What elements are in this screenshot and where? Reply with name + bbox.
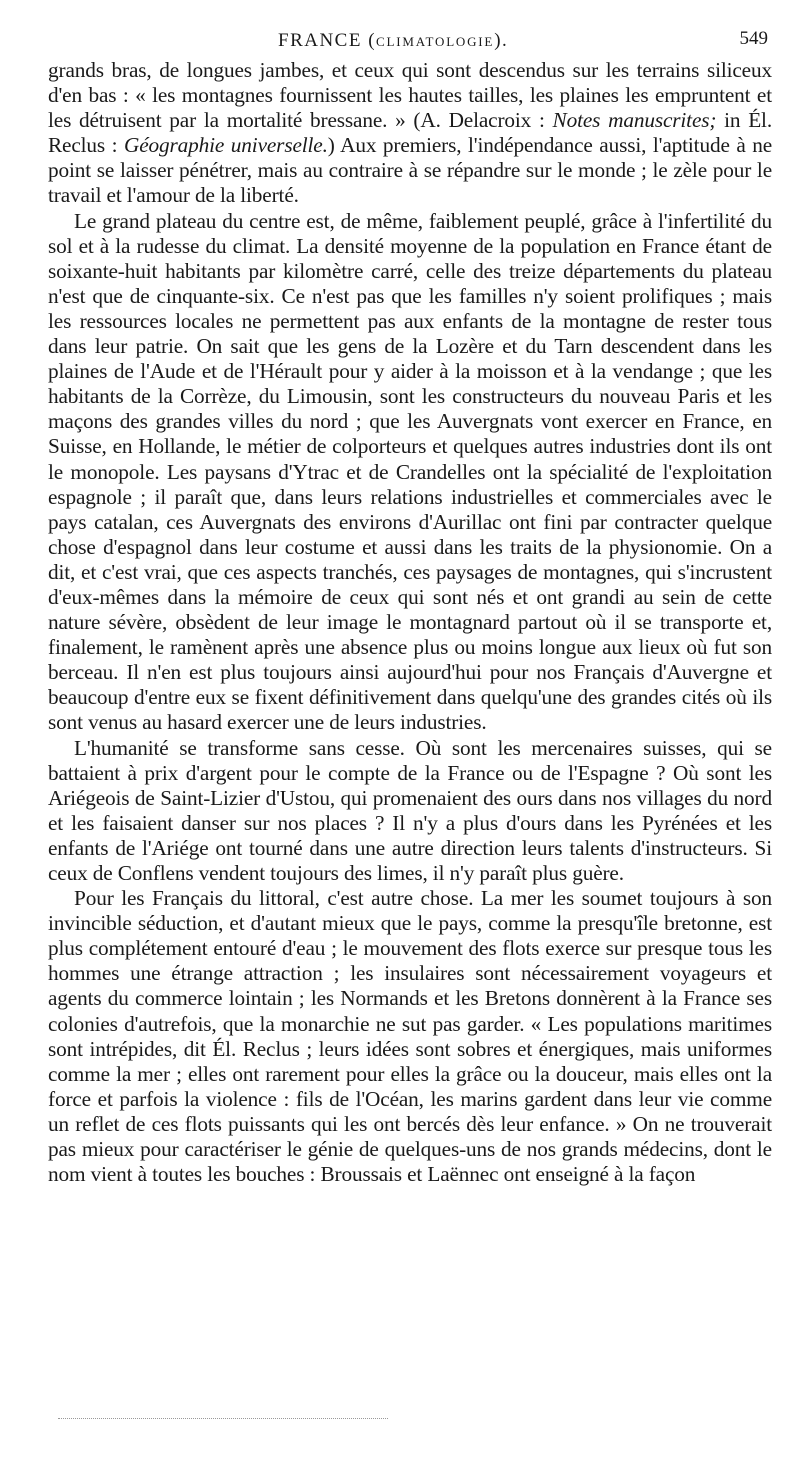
paragraph-1 — [48, 58, 772, 209]
footer-rule — [58, 1418, 388, 1419]
paragraph-1-text-c: ) Aux premiers, l'indépendance aussi, l'aptitude à ne point se laisser pénétrer, mais au contraire à se répandre sur le monde ; le zèle pour le travail et l'amour de la liberté. — [48, 133, 773, 208]
paragraph-3: L'humanité se transforme sans cesse. Où sont les mercenaires suisses, qui se battaient à prix d'argent pour le compte de la France ou de l'Espagne ? Où sont les Ariégeois de Saint-Lizier d'Ustou, qui promenaient des ours dans nos villages du nord et les faisaient danser sur nos places ? Il n'y a plus d'ours dans les Pyrénées et les enfants de l'Ariége ont tourné dans une autre direction leurs talents d'instructeurs. Si ceux de Conflens vendent toujours des limes, il n'y paraît plus guère. — [48, 735, 772, 885]
running-head — [48, 22, 772, 58]
running-title-end: ). — [494, 30, 509, 51]
paragraph-2: Le grand plateau du centre est, de même, faiblement peuplé, grâce à l'infertilité du sol et à la rudesse du climat. La densité moyenne de la population en France étant de soixante-huit habitants par kilomètre carré, celle des treize départements du plateau n'est que de cinquante-six. Ce n'est pas que les familles n'y soient prolifiques ; mais les ressources locales ne permettent pas aux enfants de la montagne de rester tous dans leur patrie. On sait que les gens de la Lozère et du Tarn descendent dans les plaines de l'Aude et de l'Hérault pour y aider à la moisson et à la vendange ; que les habitants de la Corrèze, du Limousin, sont les constructeurs du nouveau Paris et les maçons des grandes villes du nord ; que les Auvergnats vont exercer en France, en Suisse, en Hollande, le métier de colporteurs et quelques autres industries dont ils ont le monopole. Les paysans d'Ytrac et de Crandelles ont la spécialité de l'exploitation espagnole ; il paraît que, dans leurs relations industrielles et commerciales avec le pays catalan, ces Auvergnats des environs d'Aurillac ont fini par contracter quelque chose d'espagnol dans leur costume et aussi dans les traits de la physionomie. On a dit, et c'est vrai, que ces aspects tranchés, ces paysages de montagnes, qui s'incrustent d'eux-mêmes dans la mémoire de ceux qui sont nés et ont grandi au sein de cette nature sévère, obsèdent de leur image le montagnard partout où il se transporte et, finalement, le ramènent après une absence plus ou moins longue aux lieux où fut son berceau. Il n'en est plus toujours ainsi aujourd'hui pour nos Français d'Auvergne et beaucoup d'entre eux se fixent définitivement dans quelqu'une des grandes cités où ils sont venus au hasard exercer une de leurs industries. — [48, 208, 772, 735]
document-page — [48, 22, 772, 1187]
paragraph-4: Pour les Français du littoral, c'est autre chose. La mer les soumet toujours à son invincible séduction, et d'autant mieux que le pays, comme la presqu'île bretonne, est plus complétement entouré d'eau ; le mouvement des flots exerce sur presque tous les hommes une étrange attraction ; les insulaires sont nécessairement voyageurs et agents du commerce lointain ; les Normands et les Bretons donnèrent à la France ses colonies d'autrefois, que la monarchie ne sut pas garder. « Les populations maritimes sont intrépides, dit Él. Reclus ; leurs idées sont sobres et énergiques, mais uniformes comme la mer ; elles ont rarement pour elles la grâce ou la douceur, mais elles ont la force et parfois la violence : fils de l'Océan, les marins gardent dans leur vie comme un reflet de ces flots puissants qui les ont bercés dès leur enfance. » On ne trouverait pas mieux pour caractériser le génie de quelques-uns de nos grands médecins, dont le nom vient à toutes les bouches : Broussais et Laënnec ont enseigné à la façon — [48, 886, 772, 1187]
body-text — [48, 58, 772, 1187]
running-title-main: FRANCE ( — [278, 30, 377, 51]
running-title-smallcaps: CLIMATOLOGIE — [376, 34, 495, 49]
paragraph-1-text-b: in Él. Reclus : — [48, 108, 772, 158]
running-title — [278, 30, 508, 52]
paragraph-1-italic-notes: Notes manuscrites; — [552, 108, 717, 133]
paragraph-1-italic-geographie: Géographie universelle. — [124, 133, 328, 158]
page-number: 549 — [739, 28, 768, 49]
paragraph-1-text-a: grands bras, de longues jambes, et ceux qui sont descendus sur les terrains siliceux d'en bas : « les montagnes fournissent les hautes tailles, les plaines les empruntent et les détruisent par la mortalité bressane. » (A. Delacroix : — [48, 58, 772, 133]
